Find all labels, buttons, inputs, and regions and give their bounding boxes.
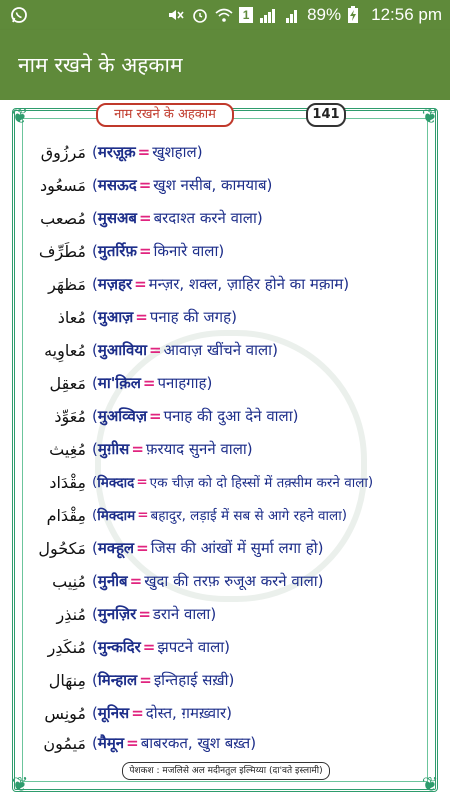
meaning: पनाह की दुआ देने वाला [163,407,293,425]
urdu-name: مُصعب [40,208,86,228]
list-item: مَظهَر ( मज़हर = मन्ज़र, शक्ल, ज़ाहिर होने का मक़ाम ) [16,269,436,299]
meaning: एक चीज़ को दो हिस्सों में तक़्सीम करने वाला [149,475,368,491]
app-title: नाम रखने के अहकाम [18,53,183,77]
hindi-name: मुतर्रिफ़ [97,242,137,260]
battery-charging-icon [347,6,365,24]
list-item: مَيمُون ( मैमून = बाबरकत, खुश बख़्त ) [16,728,436,758]
urdu-name: مُعاذ [57,307,86,327]
page-header-label: नाम रखने के अहकाम [96,103,234,127]
battery-percent: 89% [307,5,342,24]
hindi-name: मा'क़िल [97,374,141,392]
meaning: खुश नसीब, कामयाब [153,176,267,194]
status-bar [0,0,450,30]
whatsapp-icon [10,6,28,24]
meaning: बाबरकत, खुश बख़्त [140,734,251,752]
corner-ornament-icon: ❦ [11,104,29,128]
list-item: مَسعُود ( मसऊद = खुश नसीब, कामयाब ) [16,170,436,200]
hindi-name: मुआज़ [97,308,134,326]
urdu-name: مَيمُون [43,733,86,753]
hindi-name: मुअव्विज़ [97,407,147,425]
meaning: बरदाश्त करने वाला [153,209,257,227]
meaning: पनाह की जगह [149,308,232,326]
urdu-name: مِقْدَاد [49,472,86,492]
urdu-name: مَعقِل [49,373,86,393]
urdu-name: مِنهَال [48,670,86,690]
meaning: आवाज़ खींचने वाला [163,341,273,359]
urdu-name: مُعَوِّذ [54,406,86,426]
urdu-name: مَسعُود [40,175,86,195]
mute-icon [167,6,185,24]
urdu-name: مُعاوِيه [44,340,86,360]
list-item: مِنهَال ( मिन्हाल = इन्तिहाई सख़ी ) [16,665,436,695]
sim-badge: 1 [239,7,253,23]
alarm-icon [191,6,209,24]
list-item: مَرزُوق ( मरज़ूक़ = खुशहाल ) [16,137,436,167]
hindi-name: मज़हर [97,275,133,293]
urdu-name: مُغِيث [49,439,86,459]
urdu-name: مُنذِر [56,604,86,624]
list-item: مُعاذ ( मुआज़ = पनाह की जगह ) [16,302,436,332]
meaning: बहादुर, लड़ाई में सब से आगे रहने वाला [150,508,342,524]
meaning: फ़रयाद सुनने वाला [145,440,247,458]
meaning: खुशहाल [152,143,197,161]
hindi-name: मसऊद [97,176,137,194]
page-number: 141 [306,103,346,127]
hindi-name: मुनज़िर [97,605,137,623]
list-item: مُعاوِيه ( मुआविया = आवाज़ खींचने वाला ) [16,335,436,365]
meaning: पनाहगाह [157,374,207,392]
list-item: مُنِيب ( मुनीब = खुदा की तरफ़ रुजूअ करने वाला ) [16,566,436,596]
signal-icon-2 [283,6,301,24]
signal-icon [259,6,277,24]
list-item: مُونِس ( मूनिस = दोस्त, ग़मख़्वार ) [16,698,436,728]
meaning: दोस्त, ग़मख़्वार [145,704,227,722]
urdu-name: مَكحُول [38,538,86,558]
hindi-name: मुन्कदिर [97,638,141,656]
urdu-name: مَظهَر [48,274,86,294]
urdu-name: مِقْدَام [46,505,86,525]
clock: 12:56 pm [371,5,442,24]
list-item: مُعَوِّذ ( मुअव्विज़ = पनाह की दुआ देने वाला ) [16,401,436,431]
hindi-name: मुग़ीस [97,440,130,458]
hindi-name: मिक्दाम [97,508,136,524]
meaning: इन्तिहाई सख़ी [153,671,229,689]
urdu-name: مُنكَدِر [47,637,86,657]
wifi-icon [215,6,233,24]
meaning: मन्ज़र, शक्ल, ज़ाहिर होने का मक़ाम [148,275,344,293]
list-item: مِقْدَاد ( मिक्दाद = एक चीज़ को दो हिस्सों में तक़्सीम करने वाला ) [16,467,436,497]
list-item: مِقْدَام ( मिक्दाम = बहादुर, लड़ाई में सब से आगे रहने वाला ) [16,500,436,530]
hindi-name: मैमून [97,734,125,752]
urdu-name: مَرزُوق [40,142,86,162]
book-page[interactable] [0,100,450,800]
hindi-name: मक्हूल [97,539,135,557]
urdu-name: مُونِس [44,703,86,723]
meaning: डराने वाला [152,605,211,623]
corner-ornament-icon: ❦ [421,104,439,128]
list-item: مُصعب ( मुसअब = बरदाश्त करने वाला ) [16,203,436,233]
hindi-name: मुनीब [97,572,128,590]
hindi-name: मिन्हाल [97,671,138,689]
app-bar [0,30,450,100]
list-item: مُطَرِّف ( मुतर्रिफ़ = किनारे वाला ) [16,236,436,266]
urdu-name: مُطَرِّف [38,241,86,261]
hindi-name: मुआविया [97,341,147,359]
list-item: مَعقِل ( मा'क़िल = पनाहगाह ) [16,368,436,398]
corner-ornament-icon: ❦ [11,772,29,796]
hindi-name: मुसअब [97,209,137,227]
list-item: مُنذِر ( मुनज़िर = डराने वाला ) [16,599,436,629]
page-footer: पेशकश : मजलिसे अल मदीनतुल इल्मिय्या (दा'वते इस्लामी) [122,762,330,780]
list-item: مُنكَدِر ( मुन्कदिर = झपटने वाला ) [16,632,436,662]
meaning: खुदा की तरफ़ रुजूअ करने वाला [144,572,318,590]
meaning: झपटने वाला [157,638,225,656]
hindi-name: मरज़ूक़ [97,143,136,161]
hindi-name: मूनिस [97,704,130,722]
hindi-name: मिक्दाद [97,475,135,491]
urdu-name: مُنِيب [52,571,86,591]
meaning: जिस की आंखों में सुर्मा लगा हो [150,539,318,557]
list-item: مَكحُول ( मक्हूल = जिस की आंखों में सुर्मा लगा हो ) [16,533,436,563]
meaning: किनारे वाला [153,242,219,260]
corner-ornament-icon: ❦ [421,772,439,796]
list-item: مُغِيث ( मुग़ीस = फ़रयाद सुनने वाला ) [16,434,436,464]
